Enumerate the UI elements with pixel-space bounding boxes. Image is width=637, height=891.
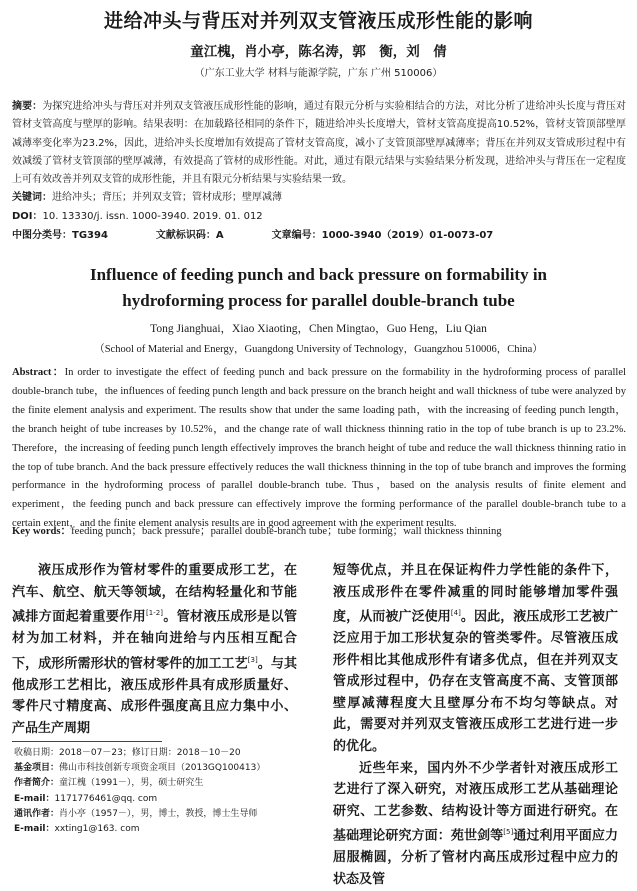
abstract-en-text: In order to investigate the effect of feeding punch and back pressure on the formability in the hydroforming process of parallel double-branch tube，the influences of feeding punch length and back pressure on the branch height and wall thickness of tube were analyzed by the finite element analysis and experiment. The results show that under the same loading path，with the increasing of feeding punch length，the branch height of tube increases by 10.52%，and the change rate of wall thickness thinning ratio in the top of tube branch is up to 23.2%. Therefore，the increasing of feeding punch length effectively improves the branch height of tube and reduce the wall thickness thinning ratio in the top of tube branch. And the back pressure effectively reduces the wall thickness thinning in the top of tube branch and improves the forming performance in the hydroforming process of parallel double-branch tube. Thus，based on the analysis results of finite element and experiment，the feeding punch and back pressure can effectively improve the forming performance of the parallel double-branch tube to a certain extent，and the finite element analysis results are in good agreement with the experiment results. (12, 367, 626, 530)
corresponding-email-line (14, 822, 304, 837)
footnotes (14, 746, 304, 837)
author-bio-text: 童江槐（1991－），男，硕士研究生 (59, 778, 204, 789)
keywords-en (12, 523, 626, 538)
body-column-right (333, 560, 618, 891)
doc-code-value: A (215, 230, 224, 241)
body-text: 通过利用平面应力屈服椭圆，分析了管材内高压成形过程中应力的状态及管 (333, 828, 618, 887)
corresponding-text: 肖小亭（1957－），男，博士，教授，博士生导师 (59, 808, 258, 819)
keywords-en-label: Key words： (12, 526, 72, 537)
citation-ref: [4] (450, 609, 461, 618)
classification-row (12, 226, 493, 241)
authors-en: Tong Jianghuai，Xiao Xiaoting，Chen Mingtao，Guo Heng，Liu Qian (150, 323, 487, 335)
paper-title-en-line2: hydroforming process for parallel double-branch tube (122, 291, 515, 310)
abstract-cn-label: 摘要： (12, 101, 43, 112)
email-label: E-mail： (14, 824, 55, 835)
authors-cn: 童江槐，肖小亭，陈名涛，郭 衡，刘 倩 (190, 44, 447, 60)
corresponding-email: xxting1@163. com (54, 824, 140, 835)
abstract-cn-text: 为探究进给冲头与背压对并列双支管液压成形性能的影响，通过有限元分析与实验相结合的方法，对比分析了进给冲头长度与背压对管材支管高度与壁厚的影响。结果表明：在加载路径相同的条件下，随进给冲头长度增大，管材支管高度提高10.52%，管材支管顶部壁厚减薄率变化率为23.2%，因此，进给冲头长度增加有效提高了管材支管高度，减小了支管顶部壁厚减薄率；背压在并列双支管成形过程中有效减缓了管材支管顶部的壁厚减薄，有效提高了管材的成形性能。对此，通过有限元结果与实验结果分析发现，进给冲头与背压在一定程度上可有效改善并列双支管的成形性能，并且有限元分析结果与实验结果一致。 (12, 101, 627, 186)
author-email-line (14, 792, 304, 807)
fund-text: 佛山市科技创新专项资金项目（2013GQ100413） (59, 763, 266, 774)
citation-ref: [5] (503, 828, 514, 837)
paper-title-en (0, 262, 637, 314)
corresponding-author-line (14, 807, 304, 822)
abstract-en (12, 364, 626, 534)
body-column-left (12, 560, 297, 739)
body-text: 。因此，液压成形工艺被广泛应用于加工形状复杂的管类零件。尽管液压成形件相比其他成形件有诸多优点，但在并列双支管成形过程中，仍存在支管高度不高、支管顶部壁厚减薄程度大且壁厚分布不均匀等缺点。对此，需要对并列双支管液压成形工艺进行进一步的优化。 (333, 609, 618, 755)
clc-value: TG394 (72, 230, 108, 241)
fund-label: 基金项目： (14, 763, 60, 774)
body-text: 液压成形作为管材零件的重要成形工艺，在汽车、航空、航天等领域，在结构轻量化和节能减排方面起着重要作用 (12, 563, 297, 625)
paper-title-cn: 进给冲头与背压对并列双支管液压成形性能的影响 (103, 10, 533, 32)
footnote-divider (12, 741, 162, 742)
citation-ref: [3] (247, 655, 258, 664)
body-paragraph (333, 560, 618, 758)
article-number-label: 文章编号： (271, 230, 322, 241)
author-email: 1171776461@qq. com (54, 793, 158, 804)
email-label: E-mail： (14, 793, 55, 804)
doi-label: DOI： (12, 210, 43, 222)
body-text: 。与其他成形工艺相比，液压成形件具有成形质量好、零件尺寸精度高、成形件强度高且应力集中小、产品生产周期 (12, 656, 297, 736)
author-bio-line (14, 776, 304, 791)
keywords-cn-text: 进给冲头；背压；并列双支管；管材成形；壁厚减薄 (52, 192, 282, 204)
affiliation-en: （School of Material and Energy，Guangdong University of Technology，Guangzhou 510006，China） (94, 344, 543, 355)
citation-ref: [1-2] (146, 609, 163, 618)
affiliation-cn: （广东工业大学 材料与能源学院，广东 广州 510006） (194, 68, 443, 79)
keywords-cn-label: 关键词： (12, 192, 52, 204)
corresponding-label: 通讯作者： (14, 808, 60, 819)
keywords-en-text: feeding punch；back pressure；parallel double-branch tube；tube forming；wall thickness thinning (71, 526, 502, 537)
body-text: 近些年来，国内外不少学者针对液压成形工艺进行了深入研究，对液压成形工艺从基础理论研究、工艺参数、结构设计等方面进行研究。在基础理论研究方面：苑世剑等 (333, 760, 618, 844)
doc-code-label: 文献标识码： (155, 230, 216, 241)
received-date: 收稿日期：2018－07－23；修订日期：2018－10－20 (14, 748, 241, 758)
body-text: 短等优点，并且在保证构件力学性能的条件下，液压成形件在零件减重的同时能够增加零件强度，从而被广泛使用 (333, 563, 618, 625)
body-paragraph (333, 758, 618, 891)
fund-line (14, 761, 304, 776)
abstract-cn (12, 98, 626, 226)
article-number-value: 1000-3940（2019）01-0073-07 (321, 230, 494, 241)
abstract-en-label: Abstract： (12, 367, 65, 378)
clc-label: 中图分类号： (12, 230, 72, 241)
author-bio-label: 作者简介： (14, 778, 60, 789)
body-paragraph (12, 560, 297, 739)
body-text: 。管材液压成形是以管材为加工材料，并在轴向进给与内压相互配合下，成形所需形状的管材零件的加工工艺 (12, 609, 297, 672)
doi-text: 10. 13330/j. issn. 1000-3940. 2019. 01. 012 (42, 210, 263, 222)
paper-title-en-line1: Influence of feeding punch and back pressure on formability in (89, 265, 548, 284)
